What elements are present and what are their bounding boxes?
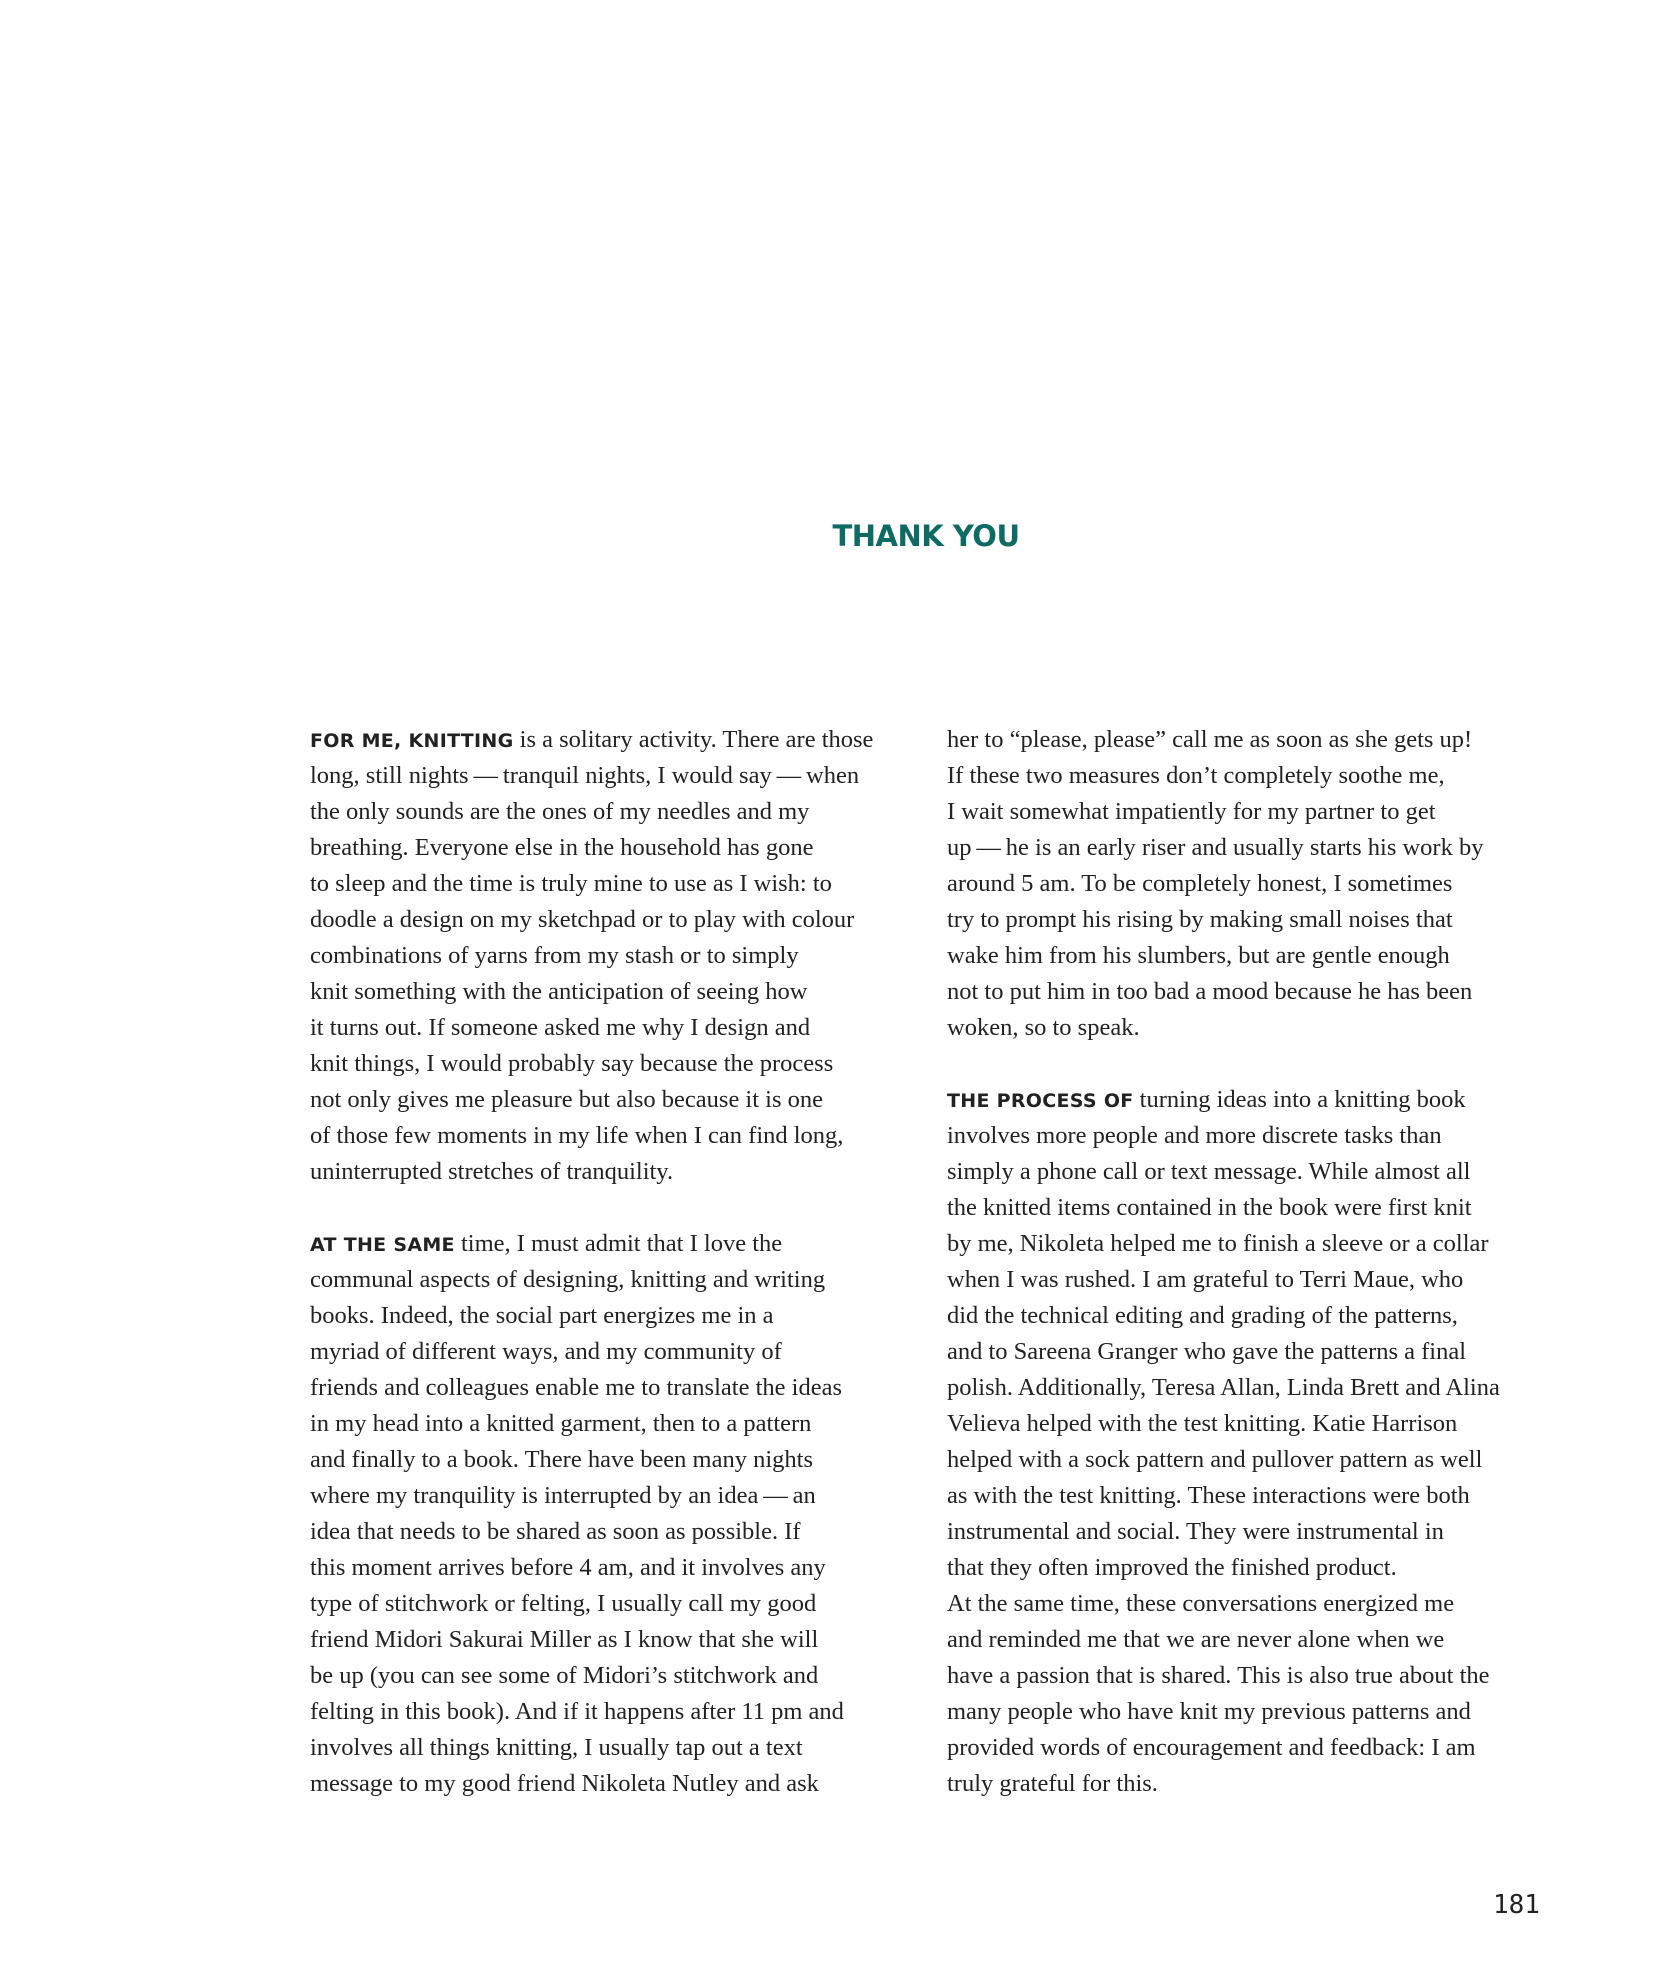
line-text: when I was rushed. I am grateful to Terri Maue, who bbox=[947, 1266, 1464, 1293]
line-text: At the same time, these conversations energized me bbox=[947, 1590, 1455, 1617]
text-line bbox=[947, 1082, 1557, 1118]
line-text: it turns out. If someone asked me why I design and bbox=[310, 1014, 811, 1041]
line-text: this moment arrives before 4 am, and it involves any bbox=[310, 1554, 826, 1581]
text-line bbox=[310, 1406, 920, 1442]
line-text: If these two measures don’t completely soothe me, bbox=[947, 762, 1445, 789]
line-text: and reminded me that we are never alone when we bbox=[947, 1626, 1445, 1653]
text-line bbox=[310, 1154, 920, 1190]
paragraph-gap bbox=[947, 1046, 1557, 1082]
line-text: myriad of different ways, and my community of bbox=[310, 1338, 782, 1365]
text-line bbox=[310, 794, 920, 830]
line-text: I wait somewhat impatiently for my partner to get bbox=[947, 798, 1436, 825]
line-text: polish. Additionally, Teresa Allan, Linda Brett and Alina bbox=[947, 1374, 1500, 1401]
text-line bbox=[310, 722, 920, 758]
line-text: breathing. Everyone else in the household has gone bbox=[310, 834, 814, 861]
line-text: of those few moments in my life when I can find long, bbox=[310, 1122, 844, 1149]
line-text: idea that needs to be shared as soon as possible. If bbox=[310, 1518, 801, 1545]
text-line bbox=[310, 1334, 920, 1370]
text-line bbox=[947, 1586, 1557, 1622]
text-line bbox=[947, 1118, 1557, 1154]
text-line bbox=[947, 1334, 1557, 1370]
page-number: 181 bbox=[1493, 1890, 1540, 1920]
line-text: truly grateful for this. bbox=[947, 1770, 1158, 1797]
line-text: up — he is an early riser and usually starts his work by bbox=[947, 834, 1484, 861]
text-line bbox=[310, 1658, 920, 1694]
line-text: be up (you can see some of Midori’s stitchwork and bbox=[310, 1662, 819, 1689]
line-text: and to Sareena Granger who gave the patterns a final bbox=[947, 1338, 1467, 1365]
line-text: simply a phone call or text message. While almost all bbox=[947, 1158, 1471, 1185]
line-text: provided words of encouragement and feedback: I am bbox=[947, 1734, 1476, 1761]
text-line bbox=[310, 866, 920, 902]
line-text: have a passion that is shared. This is also true about the bbox=[947, 1662, 1490, 1689]
line-text: felting in this book). And if it happens after 11 pm and bbox=[310, 1698, 844, 1725]
text-line bbox=[947, 758, 1557, 794]
text-line bbox=[310, 1514, 920, 1550]
line-text: message to my good friend Nikoleta Nutley and ask bbox=[310, 1770, 819, 1797]
paragraph-gap bbox=[310, 1190, 920, 1226]
line-text: knit something with the anticipation of seeing how bbox=[310, 978, 808, 1005]
line-text: is a solitary activity. There are those bbox=[513, 726, 874, 753]
line-text: the knitted items contained in the book were first knit bbox=[947, 1194, 1472, 1221]
line-text: books. Indeed, the social part energizes me in a bbox=[310, 1302, 774, 1329]
text-line bbox=[310, 1370, 920, 1406]
line-text: time, I must admit that I love the bbox=[454, 1230, 783, 1257]
text-line bbox=[310, 1298, 920, 1334]
paragraph bbox=[310, 1226, 920, 1802]
line-text: her to “please, please” call me as soon as she gets up! bbox=[947, 726, 1473, 753]
text-line bbox=[310, 1766, 920, 1802]
text-line bbox=[310, 1442, 920, 1478]
text-line bbox=[947, 866, 1557, 902]
paragraph-lead-in: THE PROCESS OF bbox=[947, 1090, 1134, 1112]
text-line bbox=[310, 1622, 920, 1658]
line-text: as with the test knitting. These interactions were both bbox=[947, 1482, 1470, 1509]
text-line bbox=[947, 1370, 1557, 1406]
line-text: that they often improved the finished product. bbox=[947, 1554, 1397, 1581]
line-text: where my tranquility is interrupted by an idea — an bbox=[310, 1482, 816, 1509]
paragraph-lead-in: FOR ME, KNITTING bbox=[310, 730, 514, 752]
text-line bbox=[310, 938, 920, 974]
line-text: wake him from his slumbers, but are gentle enough bbox=[947, 942, 1450, 969]
text-line bbox=[947, 1298, 1557, 1334]
left-column bbox=[310, 722, 920, 1802]
text-line bbox=[310, 1046, 920, 1082]
text-line bbox=[310, 902, 920, 938]
text-line bbox=[310, 1586, 920, 1622]
line-text: woken, so to speak. bbox=[947, 1014, 1140, 1041]
text-line bbox=[310, 1550, 920, 1586]
text-line bbox=[947, 1406, 1557, 1442]
text-line bbox=[947, 1226, 1557, 1262]
text-line bbox=[310, 1082, 920, 1118]
line-text: did the technical editing and grading of the patterns, bbox=[947, 1302, 1458, 1329]
line-text: doodle a design on my sketchpad or to play with colour bbox=[310, 906, 855, 933]
line-text: many people who have knit my previous patterns and bbox=[947, 1698, 1471, 1725]
line-text: type of stitchwork or felting, I usually call my good bbox=[310, 1590, 817, 1617]
line-text: communal aspects of designing, knitting and writing bbox=[310, 1266, 826, 1293]
line-text: knit things, I would probably say because the process bbox=[310, 1050, 834, 1077]
text-line bbox=[947, 1514, 1557, 1550]
line-text: involves all things knitting, I usually tap out a text bbox=[310, 1734, 803, 1761]
text-line bbox=[310, 758, 920, 794]
line-text: turning ideas into a knitting book bbox=[1133, 1086, 1466, 1113]
text-line bbox=[947, 1262, 1557, 1298]
line-text: not to put him in too bad a mood because he has been bbox=[947, 978, 1473, 1005]
text-line bbox=[947, 974, 1557, 1010]
right-column bbox=[947, 722, 1557, 1802]
text-line bbox=[947, 722, 1557, 758]
line-text: instrumental and social. They were instrumental in bbox=[947, 1518, 1444, 1545]
text-line bbox=[947, 1190, 1557, 1226]
text-line bbox=[947, 1622, 1557, 1658]
text-line bbox=[310, 1694, 920, 1730]
text-line bbox=[947, 1442, 1557, 1478]
text-line bbox=[947, 1478, 1557, 1514]
text-line bbox=[310, 1262, 920, 1298]
line-text: long, still nights — tranquil nights, I would say — when bbox=[310, 762, 860, 789]
page-title: THANK YOU bbox=[832, 519, 1020, 554]
text-line bbox=[947, 902, 1557, 938]
text-line bbox=[947, 1658, 1557, 1694]
text-line bbox=[310, 1226, 920, 1262]
text-line bbox=[310, 1010, 920, 1046]
line-text: friend Midori Sakurai Miller as I know that she will bbox=[310, 1626, 819, 1653]
line-text: friends and colleagues enable me to translate the ideas bbox=[310, 1374, 842, 1401]
paragraph bbox=[310, 722, 920, 1190]
line-text: helped with a sock pattern and pullover pattern as well bbox=[947, 1446, 1483, 1473]
text-line bbox=[947, 1550, 1557, 1586]
line-text: and finally to a book. There have been many nights bbox=[310, 1446, 814, 1473]
line-text: not only gives me pleasure but also because it is one bbox=[310, 1086, 824, 1113]
text-line bbox=[947, 1730, 1557, 1766]
text-line bbox=[947, 1694, 1557, 1730]
text-line bbox=[310, 974, 920, 1010]
text-line bbox=[310, 1730, 920, 1766]
text-line bbox=[310, 830, 920, 866]
text-line bbox=[947, 830, 1557, 866]
line-text: by me, Nikoleta helped me to finish a sleeve or a collar bbox=[947, 1230, 1489, 1257]
text-line bbox=[947, 938, 1557, 974]
text-line bbox=[947, 794, 1557, 830]
text-line bbox=[947, 1766, 1557, 1802]
line-text: try to prompt his rising by making small noises that bbox=[947, 906, 1453, 933]
line-text: the only sounds are the ones of my needles and my bbox=[310, 798, 810, 825]
text-line bbox=[947, 1010, 1557, 1046]
line-text: to sleep and the time is truly mine to use as I wish: to bbox=[310, 870, 832, 897]
line-text: in my head into a knitted garment, then to a pattern bbox=[310, 1410, 812, 1437]
text-line bbox=[310, 1118, 920, 1154]
line-text: Velieva helped with the test knitting. Katie Harrison bbox=[947, 1410, 1458, 1437]
paragraph bbox=[947, 722, 1557, 1046]
line-text: combinations of yarns from my stash or to simply bbox=[310, 942, 799, 969]
text-line bbox=[310, 1478, 920, 1514]
paragraph bbox=[947, 1082, 1557, 1802]
text-line bbox=[947, 1154, 1557, 1190]
paragraph-lead-in: AT THE SAME bbox=[310, 1234, 455, 1256]
line-text: uninterrupted stretches of tranquility. bbox=[310, 1158, 674, 1185]
line-text: involves more people and more discrete tasks than bbox=[947, 1122, 1442, 1149]
line-text: around 5 am. To be completely honest, I sometimes bbox=[947, 870, 1453, 897]
